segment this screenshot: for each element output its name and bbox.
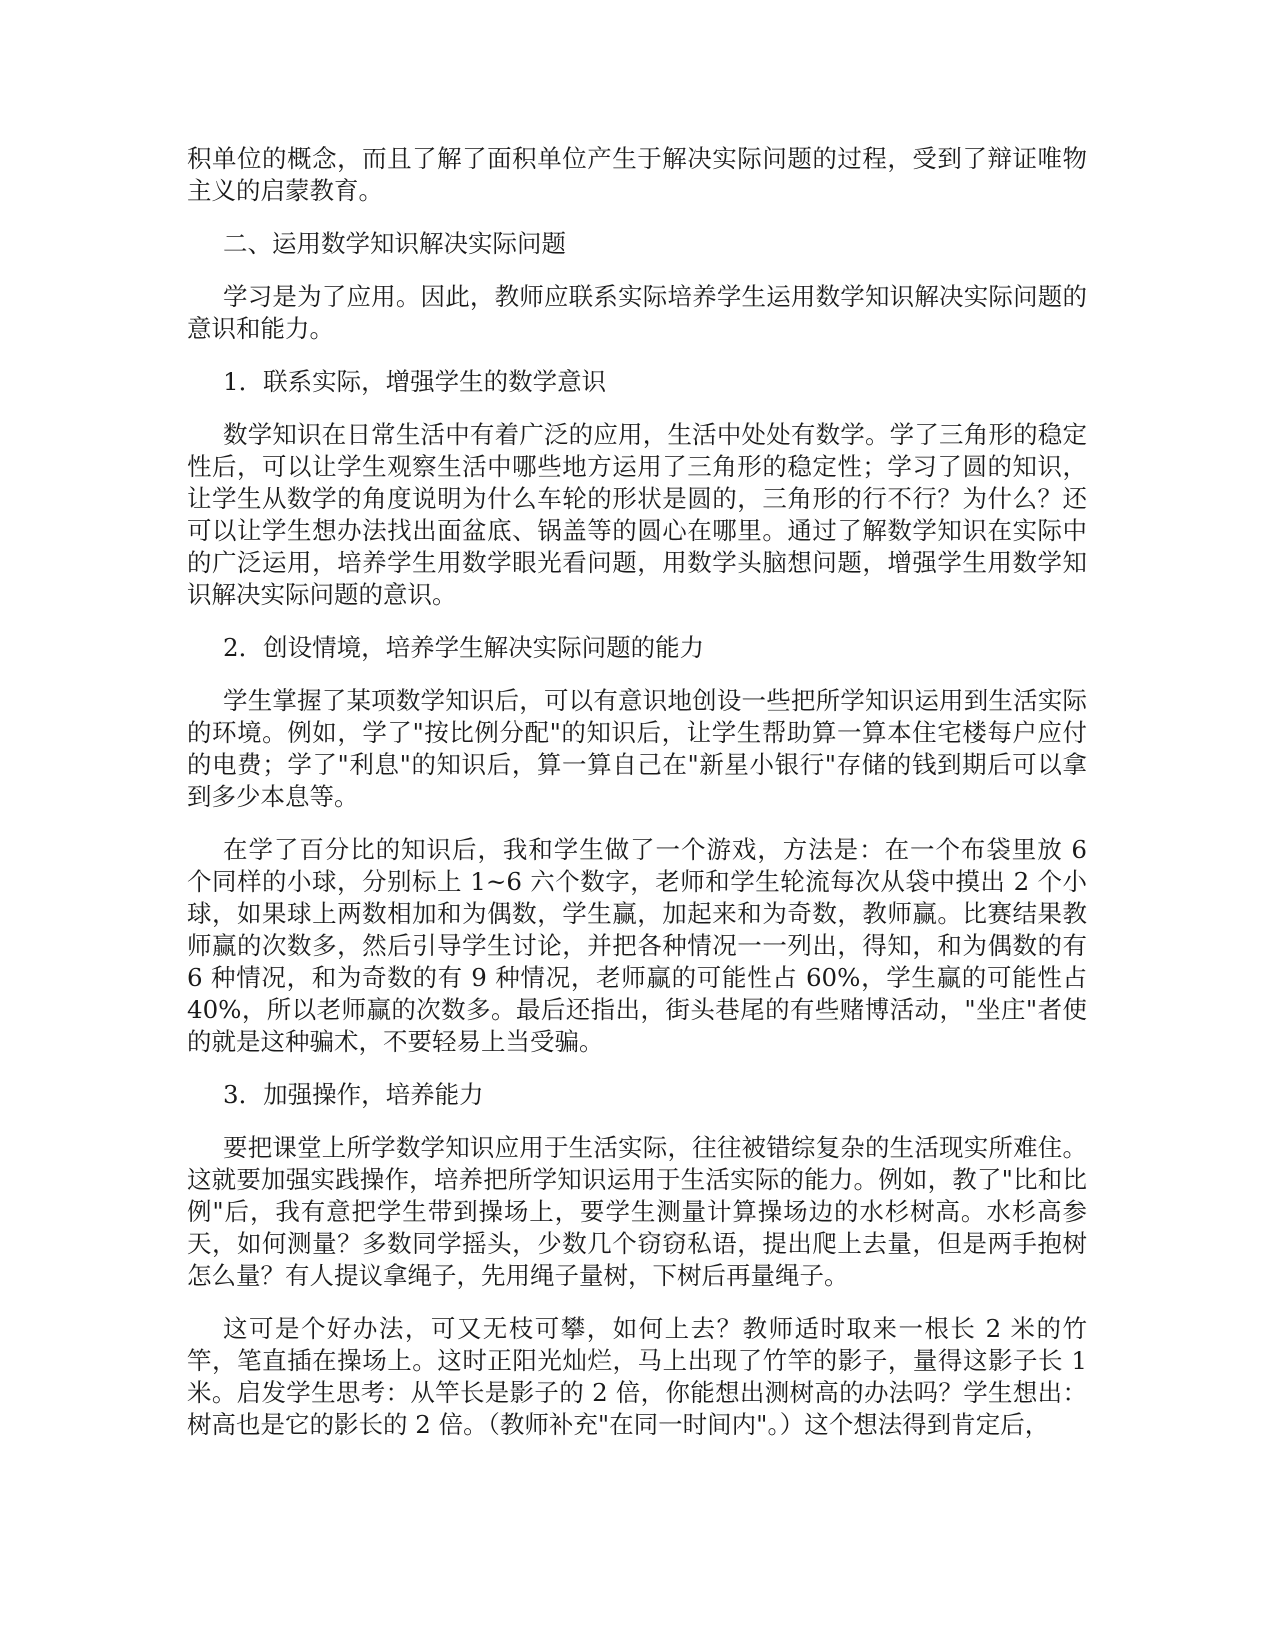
subheading-3-strengthen-operation: 3．加强操作，培养能力 xyxy=(223,1080,484,1109)
paragraph-math-in-daily-life: 数学知识在日常生活中有着广泛的应用，生活中处处有数学。学了三角形的稳定性后，可以让学生观察生活中哪些地方运用了三角形的稳定性；学习了圆的知识，让学生从数学的角度说明为什么车轮的形状是圆的，三角形的行不行？为什么？还可以让学生想办法找出面盆底、锅盖等的圆心在哪里。通过了解数学知识在实际中的广泛运用，培养学生用数学眼光看问题，用数学头脑想问题，增强学生用数学知识解决实际问题的意识。 xyxy=(187,420,1087,609)
paragraph-continuation: 积单位的概念，而且了解了面积单位产生于解决实际问题的过程，受到了辩证唯物主义的启蒙教育。 xyxy=(187,144,1087,205)
paragraph-real-life-environment: 学生掌握了某项数学知识后，可以有意识地创设一些把所学知识运用到生活实际的环境。例如，学了"按比例分配"的知识后，让学生帮助算一算本住宅楼每户应付的电费；学了"利息"的知识后，算一算自己在"新星小银行"存储的钱到期后可以拿到多少本息等。 xyxy=(187,686,1087,811)
subheading-2-create-situations: 2．创设情境，培养学生解决实际问题的能力 xyxy=(223,633,705,662)
paragraph-measure-tree: 要把课堂上所学数学知识应用于生活实际，往往被错综复杂的生活现实所难住。这就要加强实践操作，培养把所学知识运用于生活实际的能力。例如，教了"比和比例"后，我有意把学生带到操场上，要学生测量计算操场边的水杉树高。水杉高参天，如何测量？多数同学摇头，少数几个窃窃私语，提出爬上去量，但是两手抱树怎么量？有人提议拿绳子，先用绳子量树，下树后再量绳子。 xyxy=(187,1133,1087,1290)
paragraph-bamboo-shadow: 这可是个好办法，可又无枝可攀，如何上去？教师适时取来一根长 2 米的竹竿，笔直插在操场上。这时正阳光灿烂，马上出现了竹竿的影子，量得这影子长 1 米。启发学生思考：从竿长是影子的 2 倍，你能想出测树高的办法吗？学生想出：树高也是它的影长的 2 倍。（教师补充"在同一时间内"。）这个想法得到肯定后， xyxy=(187,1314,1087,1439)
paragraph-learning-for-application: 学习是为了应用。因此，教师应联系实际培养学生运用数学知识解决实际问题的意识和能力。 xyxy=(187,282,1087,343)
document-body xyxy=(187,143,1087,1462)
paragraph-percentage-game: 在学了百分比的知识后，我和学生做了一个游戏，方法是：在一个布袋里放 6 个同样的小球，分别标上 1~6 六个数字，老师和学生轮流每次从袋中摸出 2 个小球，如果球上两数相加和为偶数，学生赢，加起来和为奇数，教师赢。比赛结果教师赢的次数多，然后引导学生讨论，并把各种情况一一列出，得知，和为偶数的有 6 种情况，和为奇数的有 9 种情况，老师赢的可能性占 60%，学生赢的可能性占 40%，所以老师赢的次数多。最后还指出，街头巷尾的有些赌博活动，"坐庄"者使的就是这种骗术，不要轻易上当受骗。 xyxy=(187,835,1087,1056)
subheading-1-math-awareness: 1．联系实际，增强学生的数学意识 xyxy=(223,367,607,396)
section-heading-applying-math: 二、运用数学知识解决实际问题 xyxy=(223,229,566,258)
